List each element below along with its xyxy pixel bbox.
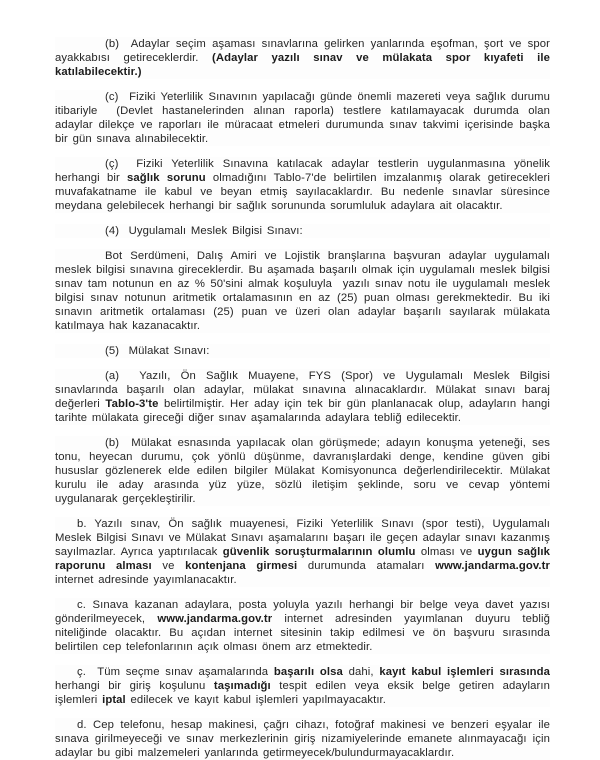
text-run: d. Cep telefonu, hesap makinesi, çağrı cihazı, fotoğraf makinesi ve benzeri eşyalar ile sınava girilmeyeceği ve sınav merkezlerinin giriş nizamiyelerinde emanete alınmayacağı için adaylar bu gibi malzemeleri yanlarında getirmeyecek/bulundurmayacaklardır.	[55, 719, 550, 759]
paragraph	[55, 369, 550, 425]
text-run: b. Yazılı sınav, Ön sağlık muayenesi, Fiziki Yeterlilik Sınavı (spor testi), Uygulamalı Meslek Bilgisi Sınavı ve Mülakat Sınavı aşamalarını başarı ile geçen adaylar sınavı kazanmış sayılmazlar. Ayrıca yaptırılacak	[55, 518, 550, 558]
bold-text-run: (Adaylar yazılı sınav ve mülakata spor kıyafeti ile katılabilecektir.)	[55, 52, 551, 78]
bold-text-run: iptal	[102, 694, 126, 706]
bold-text-run: www.jandarma.gov.tr	[435, 560, 551, 572]
text-run: olmadığını Tablo-7'de belirtilen imzalanmış olarak getirecekleri muvafakatname ile kabul ve beyan etmiş sayılacaklardır. Bu nedenle sınavlar süresince meydana gelebilecek herhangi bir sağlık sorununda sorumluluk adaylara ait olacaktır.	[55, 172, 550, 212]
text-run: olması ve	[415, 546, 478, 558]
text-run: dahi,	[342, 666, 380, 678]
document-body	[55, 37, 550, 760]
paragraph	[55, 249, 550, 333]
bold-text-run: Tablo-3'te	[105, 398, 159, 410]
text-run: herhangi bir giriş koşulunu	[55, 680, 214, 692]
text-run: durumunda atamaları	[297, 560, 436, 572]
text-run: (4) Uygulamalı Meslek Bilgisi Sınavı:	[105, 225, 303, 237]
paragraph	[55, 517, 550, 587]
text-run: internet adresinden yayımlanan duyuru tebliğ niteliğinde olacaktır. Bu açıdan internet sitesinin takip edilmesi ve ön başvuru sırasında belirtilen cep telefonlarının açık olması önem arz etmektedir.	[55, 613, 550, 653]
text-run: c. Sınava kazanan adaylara, posta yoluyla yazılı herhangi bir belge veya davet yazısı gönderilmeyecek,	[55, 599, 550, 625]
text-run: (c) Fiziki Yeterlilik Sınavının yapılacağı günde önemli mazereti veya sağlık durumu itibariyle (Devlet hastanelerinden alınan raporla) testlere katılamayacak durumda olan adaylar dilekçe ve raporları ile müracaat etmeleri durumunda sınav takvimi içerisinde başka bir gün sınava alınabilecektir.	[55, 91, 550, 145]
bold-text-run: güvenlik soruşturmalarının olumlu	[222, 546, 416, 558]
text-run: (b) Mülakat esnasında yapılacak olan görüşmede; adayın konuşma yeteneği, ses tonu, heyecan durumu, çok yönlü düşünme, davranışlardaki denge, kendine güven gibi hususlar gözlenerek elde edilen bilgiler Mülakat Komisyonunca değerlendirilecektir. Mülakat kurulu ile aday arasında yüz yüze, sözlü iletişim şeklinde, soru ve cevap yöntemi uygulanarak gerçekleştirilir.	[55, 437, 550, 505]
paragraph	[55, 37, 550, 79]
bold-text-run: taşımadığı	[213, 680, 271, 692]
text-run: (5) Mülakat Sınavı:	[105, 345, 210, 357]
paragraph	[55, 344, 550, 358]
paragraph	[55, 436, 550, 506]
text-run: tespit edilen veya eksik belge getiren adayların işlemleri	[55, 680, 551, 706]
text-run: internet adresinde yayımlanacaktır.	[55, 574, 237, 586]
text-run: edilecek ve kayıt kabul işlemleri yapılmayacaktır.	[125, 694, 387, 706]
bold-text-run: başarılı olsa	[273, 666, 343, 678]
bold-text-run: kontenjana girmesi	[185, 560, 298, 572]
text-run: ve	[151, 560, 186, 572]
paragraph	[55, 665, 550, 707]
bold-text-run: www.jandarma.gov.tr	[157, 613, 273, 625]
paragraph	[55, 224, 550, 238]
text-run: (ç) Fiziki Yeterlilik Sınavına katılacak adaylar testlerin uygulanmasına yönelik herhangi bir	[55, 158, 550, 184]
bold-text-run: kayıt kabul işlemleri sırasında	[379, 666, 550, 678]
text-run: (b) Adaylar seçim aşaması sınavlarına gelirken yanlarında eşofman, şort ve spor ayakkabısı getireceklerdir.	[55, 38, 550, 64]
paragraph	[55, 90, 550, 146]
paragraph	[55, 598, 550, 654]
text-run: belirtilmiştir. Her aday için tek bir gün planlanacak olup, adayların hangi tarihte mülakata gireceği diğer sınav aşamalarında adaylara tebliğ edilecektir.	[55, 398, 550, 424]
bold-text-run: uygun sağlık raporunu alması	[55, 546, 550, 572]
text-run: (a) Yazılı, Ön Sağlık Muayene, FYS (Spor) ve Uygulamalı Meslek Bilgisi sınavlarında başarılı olan adaylar, mülakat sınavına alınacaklardır. Mülakat sınavı baraj değerleri	[55, 370, 550, 410]
bold-text-run: sağlık sorunu	[127, 172, 206, 184]
paragraph	[55, 718, 550, 760]
paragraph	[55, 157, 550, 213]
text-run: Bot Serdümeni, Dalış Amiri ve Lojistik branşlarına başvuran adaylar uygulamalı meslek bilgisi sınavına gireceklerdir. Bu aşamada başarılı olmak için uygulamalı meslek bilgisi sınav tam notunun en az % 50'sini almak koşuluyla yazılı sınav notu ile uygulamalı meslek bilgisi sınav notunun aritmetik ortalamasının en az (25) puan olması gerekmektedir. Bu iki sınavın aritmetik ortalaması (25) puan ve üzeri olan adaylar başarılı sayılarak mülakata katılmaya hak kazanacaktır.	[55, 250, 550, 332]
text-run: ç. Tüm seçme sınav aşamalarında	[77, 666, 274, 678]
